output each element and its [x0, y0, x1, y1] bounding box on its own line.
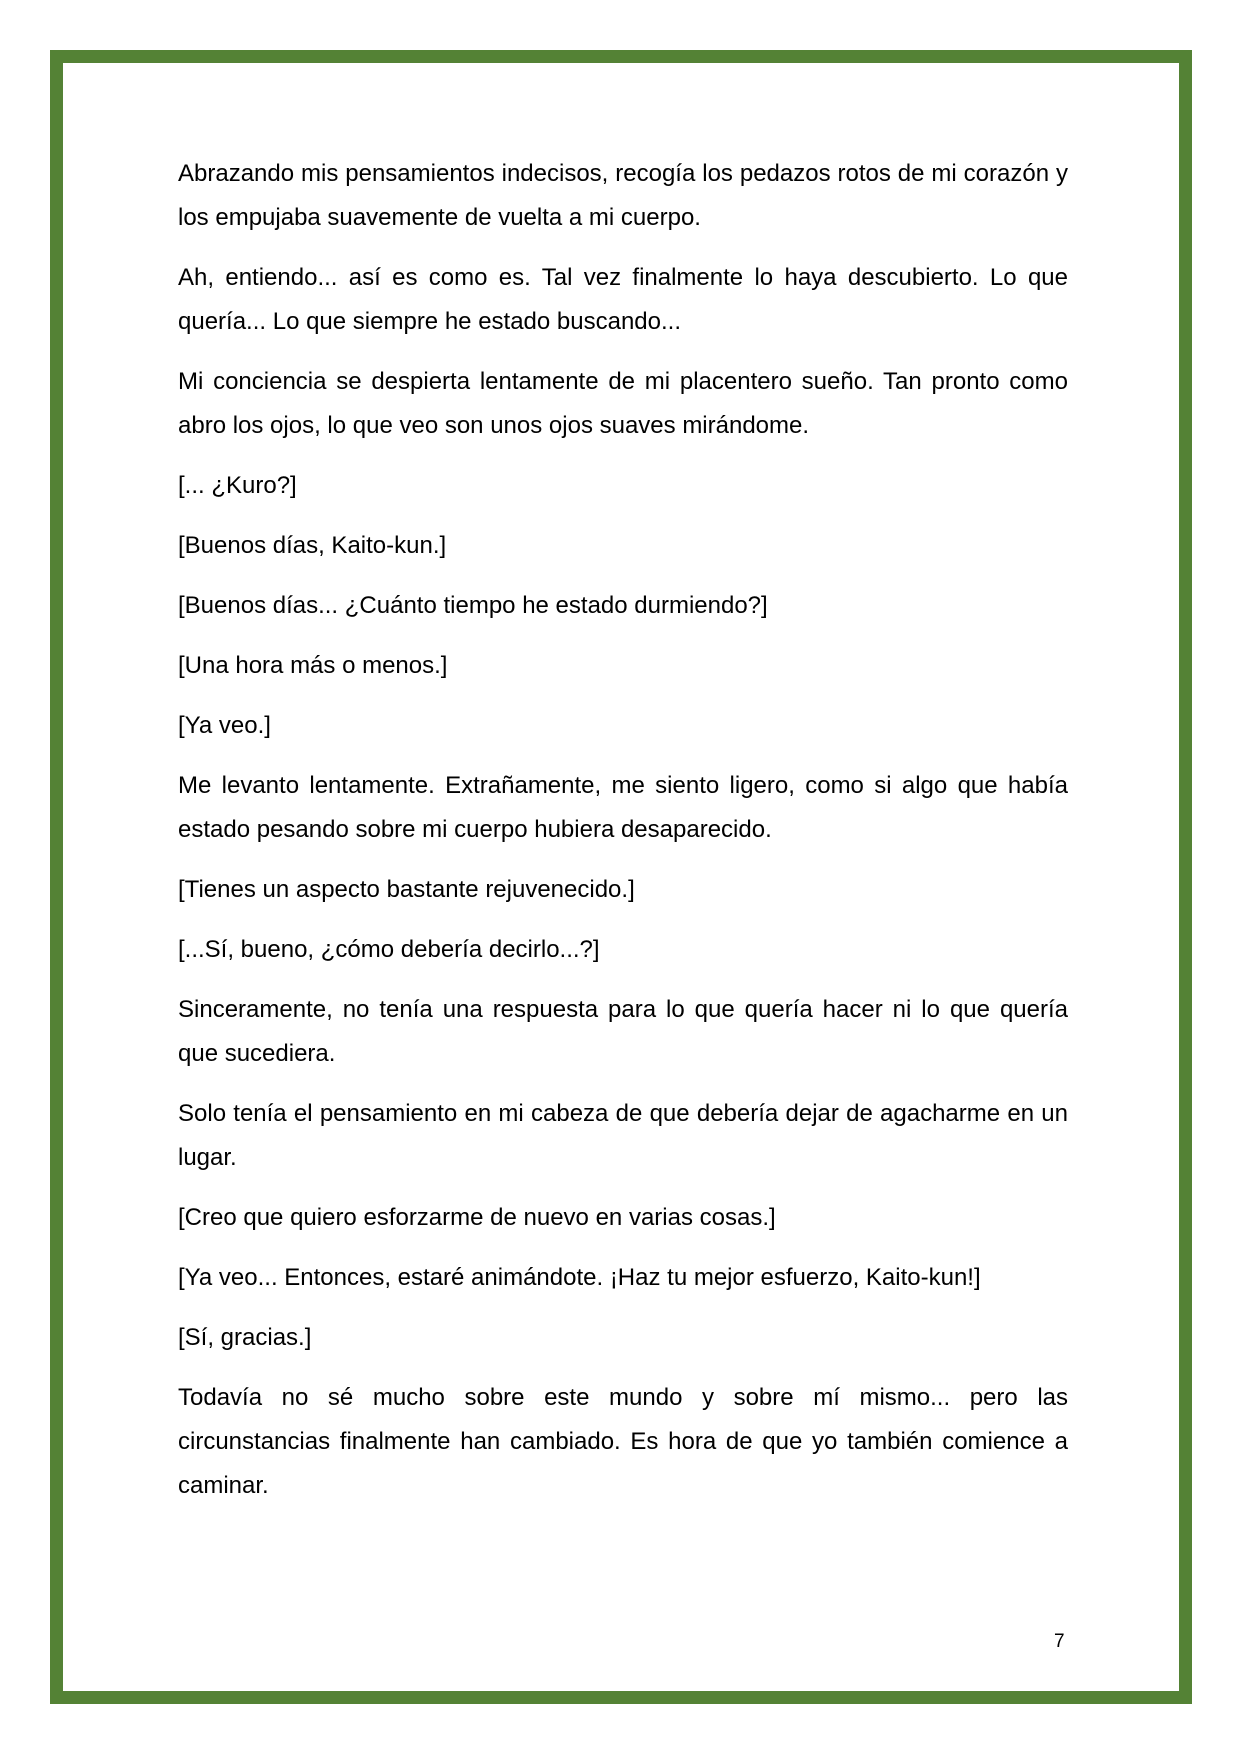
dialogue-line: [Creo que quiero esforzarme de nuevo en varias cosas.] — [178, 1204, 776, 1231]
dialogue-line: [Buenos días, Kaito-kun.] — [178, 532, 447, 559]
dialogue-line: [Ya veo.] — [178, 712, 271, 739]
page-number: 7 — [1054, 1631, 1065, 1652]
paragraph-13: Solo tenía el pensamiento en mi cabeza de que debería dejar de agacharme en un lugar. — [178, 1100, 1068, 1171]
paragraph-2: Ah, entiendo... así es como es. Tal vez finalmente lo haya descubierto. Lo que quería... Lo que siempre he estado buscando... — [178, 264, 1068, 335]
dialogue-line: [Una hora más o menos.] — [178, 652, 448, 679]
paragraph-1: Abrazando mis pensamientos indecisos, recogía los pedazos rotos de mi corazón y los empujaba suavemente de vuelta a mi cuerpo. — [178, 160, 1068, 231]
dialogue-line: [Tienes un aspecto bastante rejuvenecido.] — [178, 876, 635, 903]
dialogue-line: [Sí, gracias.] — [178, 1324, 312, 1351]
dialogue-line: [Ya veo... Entonces, estaré animándote. ¡Haz tu mejor esfuerzo, Kaito-kun!] — [178, 1264, 981, 1291]
paragraph-9: Me levanto lentamente. Extrañamente, me siento ligero, como si algo que había estado pesando sobre mi cuerpo hubiera desaparecido. — [178, 772, 1068, 843]
paragraph-3: Mi conciencia se despierta lentamente de mi placentero sueño. Tan pronto como abro los ojos, lo que veo son unos ojos suaves mirándome. — [178, 368, 1068, 439]
paragraph-17: Todavía no sé mucho sobre este mundo y sobre mí mismo... pero las circunstancias finalmente han cambiado. Es hora de que yo también comience a caminar. — [178, 1384, 1068, 1499]
body-text — [178, 152, 1068, 1524]
dialogue-line: [... ¿Kuro?] — [178, 472, 297, 499]
dialogue-line: [...Sí, bueno, ¿cómo debería decirlo...?] — [178, 936, 600, 963]
paragraph-12: Sinceramente, no tenía una respuesta para lo que quería hacer ni lo que quería que sucediera. — [178, 996, 1068, 1067]
dialogue-line: [Buenos días... ¿Cuánto tiempo he estado durmiendo?] — [178, 592, 768, 619]
